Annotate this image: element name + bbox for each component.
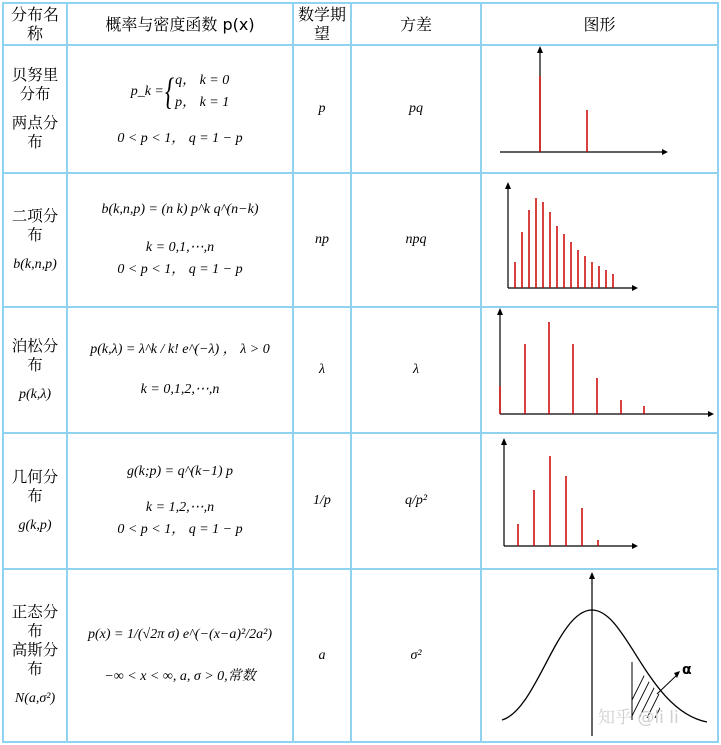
name-cell-poisson [3,307,67,433]
chart-normal [481,569,718,742]
y-axis-arrow [497,308,503,315]
header-figure-text: 图形 [583,14,616,34]
row-binomial [3,173,718,307]
header-variance [351,3,481,45]
x-axis-arrow [632,285,638,291]
header-variance-text: 方差 [399,14,432,34]
mean-bernoulli: p [293,45,351,173]
header-mean-text: 数学期望 [297,5,346,43]
pdf-poisson-main: p(k,λ) = λ^k / k! e^(−λ) ， λ > 0 [90,342,270,357]
variance-normal: σ² [351,569,481,742]
geometric-plot [482,434,718,568]
pdf-binomial-main: b(k,n,p) = (n k) p^k q^(n−k) [101,202,259,217]
pdf-bernoulli-lhs: p_k = [130,84,164,99]
poisson-stems [500,322,644,414]
pdf-binomial-cond: 0 < p < 1， q = 1 − p [117,262,243,277]
header-figure [481,3,718,45]
pdf-cell-binomial [67,173,293,307]
pdf-bernoulli-case-0: q， k = 0 [175,73,230,88]
pdf-bernoulli-case-1: p， k = 1 [175,95,230,110]
pdf-geometric-main: g(k;p) = q^(k−1) p [126,464,234,479]
name-cell-bernoulli [3,45,67,173]
geometric-stems [518,456,598,546]
dist-name-poisson: 泊松分布 [11,336,59,374]
alpha-label: α [682,662,692,678]
dist-name-binomial: 二项分布 [11,206,59,244]
binomial-plot [482,174,718,306]
pdf-binomial-range: k = 0,1,⋯,n [145,240,215,255]
x-axis-arrow [708,411,714,417]
x-axis-arrow [632,543,638,549]
brace-symbol: { [164,71,175,113]
hatch-line [654,660,684,720]
hatch-line [638,660,668,720]
pdf-bernoulli-cond: 0 < p < 1， q = 1 − p [117,131,243,146]
dist-symbol-geometric: g(k,p) [18,517,52,533]
pdf-bernoulli-cases [131,70,230,114]
dist-symbol-normal: N(a,σ²) [14,691,56,706]
pdf-normal-cond: −∞ < x < ∞, a, σ > 0,常数 [104,668,256,684]
poisson-plot [482,308,718,432]
y-axis-arrow [505,182,511,189]
mean-poisson: λ [293,307,351,433]
header-pdf [67,3,293,45]
hatch-line [622,660,652,720]
header-mean [293,3,351,45]
pdf-cell-poisson [67,307,293,433]
dist-name-geometric: 几何分布 [11,467,59,505]
name-cell-geometric [3,433,67,569]
mean-geometric: 1/p [293,433,351,569]
dist-altname-bernoulli: 两点分布 [11,114,59,151]
y-axis-arrow [589,572,595,579]
chart-poisson [481,307,718,433]
mean-binomial: np [293,173,351,307]
dist-symbol-binomial: b(k,n,p) [13,256,57,272]
y-axis-arrow [537,46,543,53]
dist-name-normal: 正态分布 [11,603,59,640]
distribution-table [2,2,719,743]
dist-name-bernoulli: 贝努里分布 [11,66,59,103]
pdf-geometric-cond: 0 < p < 1， q = 1 − p [117,522,243,537]
header-pdf-text: 概率与密度函数 p(x) [105,14,255,34]
row-bernoulli [3,45,718,173]
header-name [3,3,67,45]
pdf-cell-geometric [67,433,293,569]
alpha-pointer [657,674,678,694]
pdf-geometric-range: k = 1,2,⋯,n [145,500,215,515]
dist-symbol-poisson: p(k,λ) [18,386,52,402]
row-poisson [3,307,718,433]
name-cell-normal [3,569,67,742]
y-axis-arrow [501,438,507,445]
normal-plot [482,570,718,741]
name-cell-binomial [3,173,67,307]
header-name-text: 分布名称 [10,5,59,43]
x-axis-arrow [662,149,668,155]
header-row [3,3,718,45]
binomial-stems [515,198,613,288]
pdf-cell-normal [67,569,293,742]
variance-geometric: q/p² [351,433,481,569]
chart-bernoulli [481,45,718,173]
watermark: 知乎 @li li [598,708,679,728]
chart-binomial [481,173,718,307]
dist-altname-normal: 高斯分布 [11,641,59,678]
pdf-poisson-range: k = 0,1,2,⋯,n [140,382,220,397]
pdf-bernoulli-case-list [175,70,229,114]
chart-geometric [481,433,718,569]
row-normal [3,569,718,742]
pdf-normal-main: p(x) = 1/(√2π σ) e^(−(x−a)²/2a²) [88,626,272,642]
normal-curve [502,610,707,722]
variance-binomial: npq [351,173,481,307]
variance-poisson: λ [351,307,481,433]
tail-hatch [622,660,684,720]
bernoulli-plot [482,46,718,172]
variance-bernoulli: pq [351,45,481,173]
pdf-cell-bernoulli [67,45,293,173]
row-geometric [3,433,718,569]
mean-normal: a [293,569,351,742]
